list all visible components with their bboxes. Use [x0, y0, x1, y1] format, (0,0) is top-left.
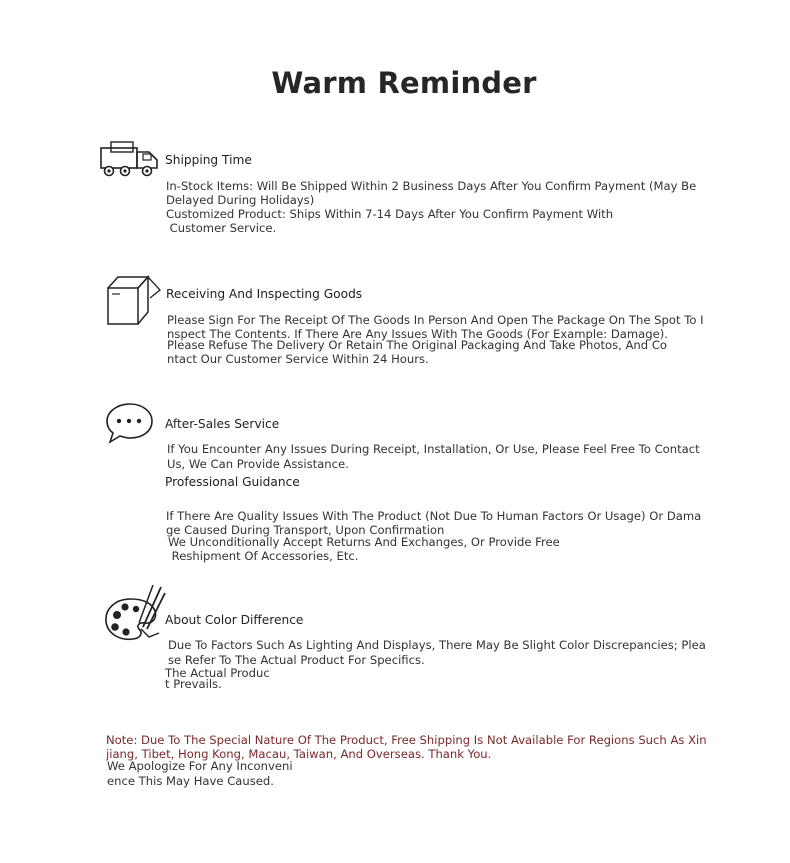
- section-heading-color: About Color Difference: [165, 613, 304, 627]
- receiving-line-1: Please Sign For The Receipt Of The Goods In Person And Open The Package On The Spot To I: [167, 313, 704, 327]
- shipping-line-4: Customer Service.: [166, 221, 277, 235]
- receiving-line-2: nspect The Contents. If There Are Any Issues With The Goods (For Example: Damage).: [167, 327, 668, 341]
- section-heading-shipping: Shipping Time: [165, 153, 252, 167]
- section-heading-after-sales: After-Sales Service: [165, 417, 280, 431]
- chat-bubble-icon: [104, 402, 156, 444]
- box-icon: [104, 274, 164, 326]
- after-sales-line-2: Us, We Can Provide Assistance.: [167, 457, 349, 471]
- receiving-line-4: ntact Our Customer Service Within 24 Hours.: [167, 352, 429, 366]
- guidance-line-3: We Unconditionally Accept Returns And Exchanges, Or Provide Free: [168, 535, 560, 549]
- shipping-line-2: Delayed During Holidays): [166, 193, 315, 207]
- palette-icon: [103, 585, 167, 645]
- note-line-2: jiang, Tibet, Hong Kong, Macau, Taiwan, And Overseas. Thank You.: [106, 747, 492, 761]
- apology-line-1: We Apologize For Any Inconveni: [107, 759, 293, 773]
- color-line-1: Due To Factors Such As Lighting And Displays, There May Be Slight Color Discrepancies; Plea: [168, 638, 706, 652]
- shipping-line-3: Customized Product: Ships Within 7-14 Days After You Confirm Payment With: [166, 207, 614, 221]
- guidance-line-2: ge Caused During Transport, Upon Confirmation: [166, 523, 445, 537]
- receiving-line-3: Please Refuse The Delivery Or Retain The Original Packaging And Take Photos, And Co: [167, 338, 668, 352]
- color-line-2: se Refer To The Actual Product For Specifics.: [168, 653, 425, 667]
- guidance-line-1: If There Are Quality Issues With The Product (Not Due To Human Factors Or Usage) Or Dama: [166, 509, 702, 523]
- section-subheading-professional-guidance: Professional Guidance: [165, 475, 300, 489]
- guidance-line-4: Reshipment Of Accessories, Etc.: [168, 549, 359, 563]
- note-line-1: Note: Due To The Special Nature Of The Product, Free Shipping Is Not Available For Regions Such As Xin: [106, 733, 707, 747]
- apology-line-2: ence This May Have Caused.: [107, 774, 274, 788]
- shipping-line-1: In-Stock Items: Will Be Shipped Within 2 Business Days After You Confirm Payment (May Be: [166, 179, 697, 193]
- truck-icon: [99, 140, 161, 178]
- after-sales-line-1: If You Encounter Any Issues During Receipt, Installation, Or Use, Please Feel Free To Contact: [167, 442, 700, 456]
- color-line-3: The Actual Produc: [165, 666, 270, 680]
- color-line-4: t Prevails.: [165, 677, 222, 691]
- page-title: Warm Reminder: [271, 66, 537, 100]
- section-heading-receiving: Receiving And Inspecting Goods: [166, 287, 363, 301]
